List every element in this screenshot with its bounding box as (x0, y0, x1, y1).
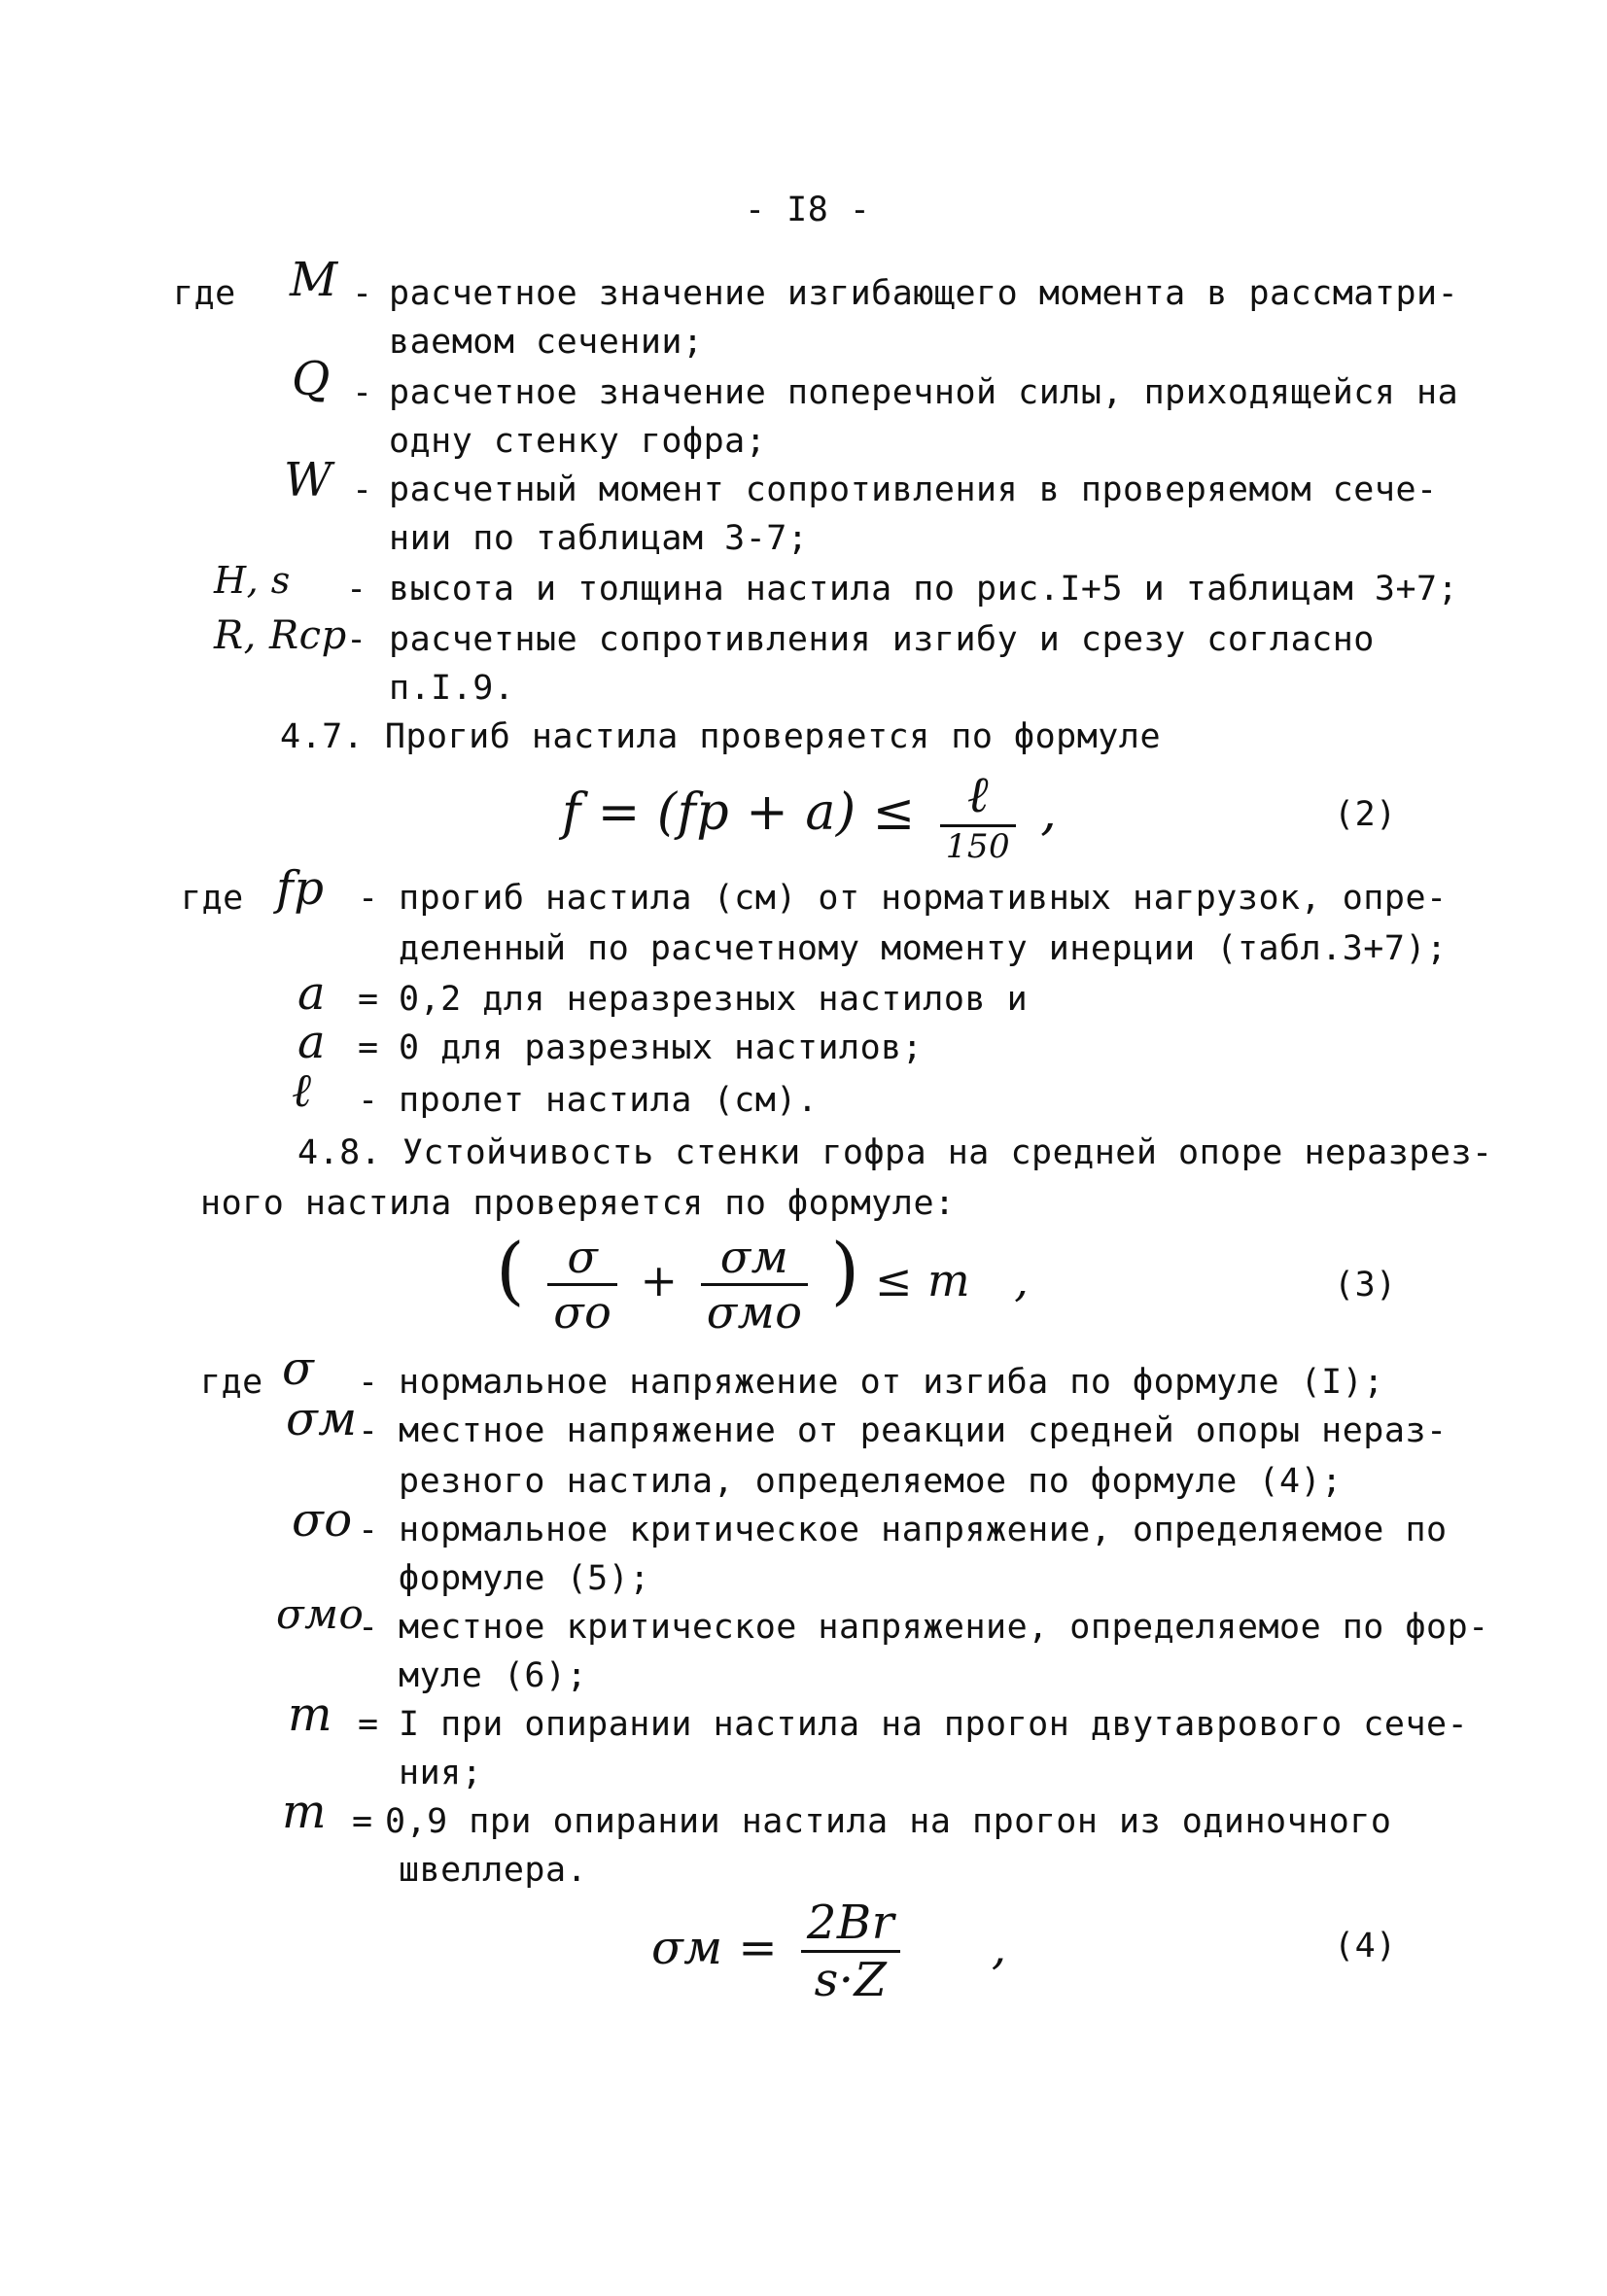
formula-3-plus: + (640, 1254, 679, 1306)
where-label: где (181, 879, 244, 918)
symbol-l: ℓ (292, 1063, 312, 1118)
formula-4-numerator: 2Br (806, 1896, 895, 1950)
dash: - (346, 570, 367, 609)
formula-2-denominator: 150 (940, 824, 1016, 866)
formula-3-f2-numerator: σм (719, 1230, 789, 1283)
definition-line: 0,2 для неразрезных настилов и (399, 980, 1029, 1019)
dash: - (352, 373, 373, 412)
symbol-sigma-o: σo (292, 1493, 353, 1548)
where-label: где (200, 1363, 263, 1402)
formula-2-lhs: f = (fp + a) ≤ (562, 783, 916, 842)
definition-line: высота и толщина настила по рис.I+5 и таблицам 3+7; (389, 570, 1459, 609)
equals: = (352, 1802, 373, 1841)
dash: - (358, 879, 379, 918)
definition-line: формуле (5); (399, 1559, 650, 1598)
definition-line: муле (6); (399, 1656, 588, 1695)
formula-4 (651, 1896, 1007, 2007)
definition-line: п.I.9. (389, 669, 515, 708)
dash: - (352, 470, 373, 509)
dash: - (358, 1363, 379, 1402)
definition-line: I при опирании настила на прогон двутаврового сече- (399, 1705, 1469, 1744)
definition-line: одну стенку гофра; (389, 422, 767, 461)
formula-3-comma: , (1014, 1254, 1030, 1306)
symbol-m: m (288, 1687, 333, 1742)
formula-2 (562, 766, 1057, 866)
equals: = (358, 1028, 379, 1067)
definition-line: расчетный момент сопротивления в проверяемом сече- (389, 470, 1438, 509)
definition-line: резного настила, определяемое по формуле (4); (399, 1462, 1343, 1501)
symbol-Q: Q (292, 352, 331, 406)
formula-3-f2-denominator: σмо (701, 1283, 809, 1339)
definition-line: ния; (399, 1754, 483, 1792)
definition-line: нормальное напряжение от изгиба по формуле (I); (399, 1363, 1384, 1402)
formula-3-rhs: ≤ m (874, 1254, 971, 1306)
definition-line: швеллера. (399, 1851, 588, 1890)
symbol-sigma-m: σм (286, 1392, 358, 1446)
formula-2-comma: , (1040, 783, 1058, 842)
formula-3 (496, 1227, 1029, 1339)
formula-3-close-paren: ) (830, 1227, 860, 1313)
dash: - (352, 274, 373, 313)
symbol-sigma-mo: σмо (276, 1590, 365, 1638)
formula-3-f1-numerator: σ (567, 1230, 599, 1283)
formula-4-lhs: σм = (651, 1921, 779, 1975)
equation-number-4: (4) (1334, 1927, 1397, 1966)
symbol-M: M (290, 253, 338, 307)
definition-line: 0 для разрезных настилов; (399, 1028, 924, 1067)
symbol-sigma: σ (282, 1341, 315, 1396)
symbol-R-Rcp: R, Rср (214, 613, 347, 658)
definition-line: ваемом сечении; (389, 323, 704, 362)
definition-line: нии по таблицам 3-7; (389, 519, 809, 558)
definition-line: пролет настила (см). (399, 1081, 819, 1120)
dash: - (358, 1608, 379, 1647)
symbol-fp: fp (276, 861, 325, 916)
equals: = (358, 980, 379, 1019)
equals: = (358, 1705, 379, 1744)
definition-line: местное напряжение от реакции средней опоры нераз- (399, 1411, 1448, 1450)
symbol-W: W (284, 453, 332, 507)
paragraph-4-7: 4.7. Прогиб настила проверяется по формуле (280, 717, 1162, 756)
where-label: где (173, 274, 236, 313)
dash: - (358, 1081, 379, 1120)
symbol-m: m (282, 1785, 328, 1839)
definition-line: прогиб настила (см) от нормативных нагрузок, опре- (399, 879, 1448, 918)
definition-line: расчетное значение поперечной силы, приходящейся на (389, 373, 1459, 412)
formula-3-open-paren: ( (496, 1227, 526, 1313)
symbol-a: a (297, 966, 327, 1021)
formula-3-fraction-1 (547, 1231, 617, 1339)
formula-3-f1-denominator: σo (547, 1283, 617, 1339)
formula-2-fraction (940, 766, 1016, 866)
equation-number-3: (3) (1334, 1266, 1397, 1305)
dash: - (358, 1511, 379, 1549)
dash: - (358, 1411, 379, 1450)
formula-4-comma: , (991, 1921, 1007, 1975)
definition-line: местное критическое напряжение, определяемое по фор- (399, 1608, 1489, 1647)
paragraph-4-8: 4.8. Устойчивость стенки гофра на средней опоре неразрез- (297, 1133, 1493, 1172)
page-number: - I8 - (745, 191, 871, 229)
formula-2-numerator: ℓ (966, 766, 990, 824)
symbol-H-s: H, s (214, 559, 291, 602)
equation-number-2: (2) (1334, 795, 1397, 834)
dash: - (346, 620, 367, 659)
symbol-a: a (297, 1015, 327, 1069)
formula-4-denominator: s·Z (801, 1950, 900, 2007)
definition-line: нормальное критическое напряжение, определяемое по (399, 1511, 1448, 1549)
definition-line: расчетные сопротивления изгибу и срезу согласно (389, 620, 1375, 659)
formula-3-fraction-2 (701, 1231, 809, 1339)
paragraph-4-8-cont: ного настила проверяется по формуле: (200, 1184, 956, 1223)
definition-line: расчетное значение изгибающего момента в рассматри- (389, 274, 1459, 313)
definition-line: 0,9 при опирании настила на прогон из одиночного (385, 1802, 1392, 1841)
definition-line: деленный по расчетному моменту инерции (табл.3+7); (399, 929, 1448, 968)
formula-4-fraction (801, 1896, 900, 2007)
